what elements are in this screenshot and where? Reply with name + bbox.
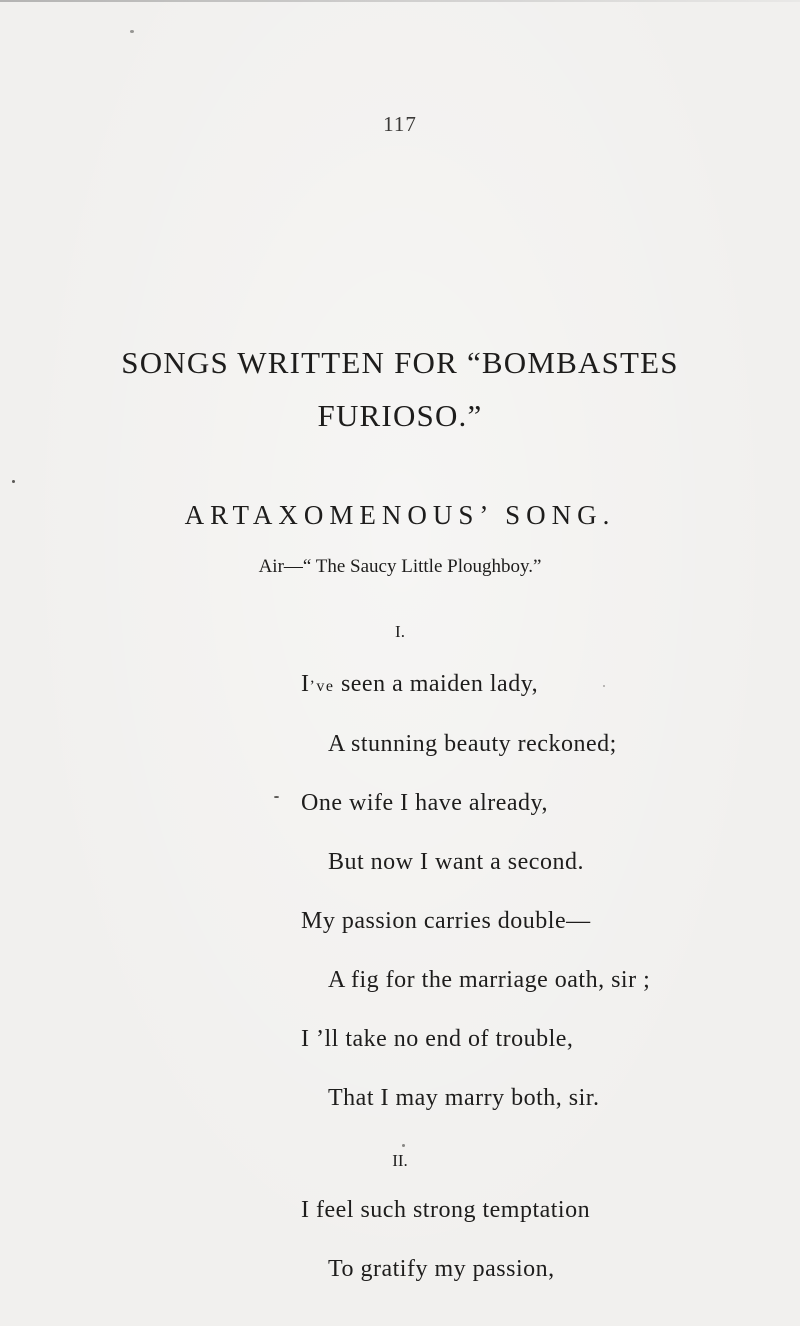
paper-speck xyxy=(402,1144,405,1147)
verse-line: A stunning beauty reckoned; xyxy=(328,731,617,757)
paper-speck xyxy=(12,480,15,483)
verse-line: A fig for the marriage oath, sir ; xyxy=(328,967,651,993)
verse-initial: I xyxy=(301,671,310,697)
stanza-number: II. xyxy=(392,1151,408,1170)
verse-line: One wife I have already, xyxy=(301,790,548,816)
verse-line: To gratify my passion, xyxy=(328,1256,555,1282)
paper-speck xyxy=(603,685,605,687)
verse-line: That I may marry both, sir. xyxy=(328,1085,600,1111)
verse-line: I feel such strong temptation xyxy=(301,1197,591,1223)
section-title-line-1: SONGS WRITTEN FOR “BOMBASTES xyxy=(121,345,679,380)
song-title: ARTAXOMENOUS’ SONG. xyxy=(184,500,616,530)
page-edge xyxy=(0,0,800,2)
air-line: Air—“ The Saucy Little Ploughboy.” xyxy=(258,556,542,577)
paper-speck xyxy=(274,796,279,798)
verse-line: But now I want a second. xyxy=(328,849,584,875)
section-title-line-2: FURIOSO.” xyxy=(317,398,483,433)
verse-line: My passion carries double— xyxy=(301,908,591,934)
verse-line: I ’ll take no end of trouble, xyxy=(301,1026,574,1052)
paper-speck xyxy=(130,30,134,33)
verse-line-text: seen a maiden lady, xyxy=(340,671,539,697)
page-number: 117 xyxy=(383,112,417,136)
stanza-number: I. xyxy=(395,622,405,641)
verse-line xyxy=(301,671,538,698)
verse-initial-smallcaps: ’ve xyxy=(309,678,335,695)
